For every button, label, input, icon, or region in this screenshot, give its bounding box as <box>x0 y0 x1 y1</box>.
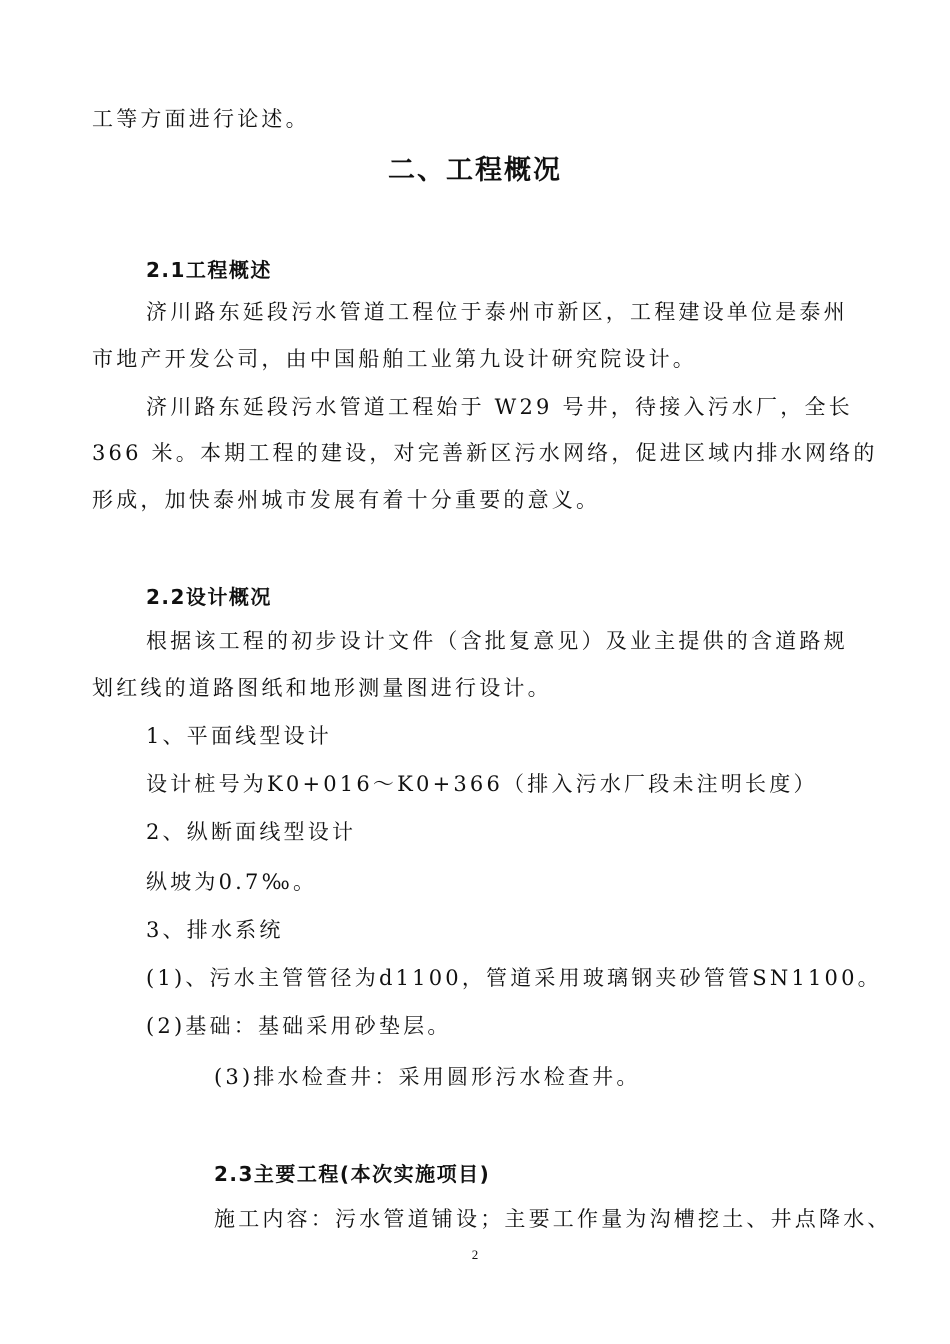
carryover-paragraph-line: 工等方面进行论述。 <box>92 107 310 131</box>
page-number: 2 <box>471 1247 479 1262</box>
paragraph-line: 形成，加快泰州城市发展有着十分重要的意义。 <box>92 488 601 512</box>
list-heading-line: 1、平面线型设计 <box>146 724 332 748</box>
paragraph-line: 设计桩号为K0+016～K0+366（排入污水厂段未注明长度） <box>146 772 818 796</box>
list-item-line: (2)基础：基础采用砂垫层。 <box>146 1014 452 1038</box>
list-item-line: (3)排水检查井：采用圆形污水检查井。 <box>214 1065 641 1089</box>
list-heading-line: 3、排水系统 <box>146 918 284 942</box>
paragraph-line: 366 米。本期工程的建设，对完善新区污水网络，促进区域内排水网络的 <box>92 441 878 465</box>
section-heading-2-2: 2.2设计概况 <box>146 585 272 609</box>
section-heading-2-3: 2.3主要工程(本次实施项目) <box>214 1162 491 1186</box>
chapter-title: 二、工程概况 <box>388 155 562 186</box>
list-heading-line: 2、纵断面线型设计 <box>146 820 357 844</box>
section-heading-2-1: 2.1工程概述 <box>146 258 272 282</box>
paragraph-line: 施工内容：污水管道铺设；主要工作量为沟槽挖土、井点降水、 <box>214 1207 892 1231</box>
paragraph-line: 市地产开发公司，由中国船舶工业第九设计研究院设计。 <box>92 347 697 371</box>
paragraph-line: 根据该工程的初步设计文件（含批复意见）及业主提供的含道路规 <box>146 629 848 653</box>
paragraph-line: 济川路东延段污水管道工程始于 W29 号井，待接入污水厂，全长 <box>146 395 853 419</box>
paragraph-line: 济川路东延段污水管道工程位于泰州市新区，工程建设单位是泰州 <box>146 300 848 324</box>
paragraph-line: 划红线的道路图纸和地形测量图进行设计。 <box>92 676 552 700</box>
list-item-line: (1)、污水主管管径为d1100，管道采用玻璃钢夹砂管管SN1100。 <box>146 966 882 990</box>
paragraph-line: 纵坡为0.7‰。 <box>146 870 318 894</box>
